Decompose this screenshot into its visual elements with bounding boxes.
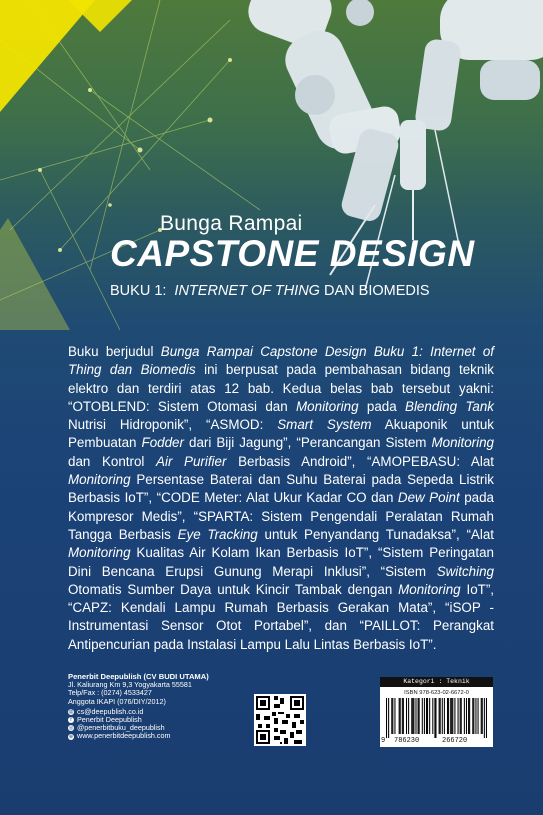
publisher-email[interactable]: cs@deepublish.co.id [77,706,144,716]
barcode-bar [478,698,479,734]
publisher-facebook[interactable]: Penerbit Deepublish [77,715,142,725]
barcode-bar [391,698,392,734]
barcode-bar [481,698,482,734]
website-icon: ⊕ [68,733,74,740]
publisher-instagram[interactable]: @penerbitbuku_deepublish [77,723,165,733]
qr-code[interactable] [254,694,306,746]
description-emphasis: Smart System [277,417,372,433]
description-text: dari Biji Jagung”, “Perancangan Sistem [183,435,432,451]
description-text: IoT”, “CAPZ: Kendali Lampu Rumah Berbasis Gerakan Mata”, “iSOP - Instrumentasi Sensor Otot Portabel”, dan “PAILLOT: Perangkat Antipencurian pada Instalasi Lampu Lalu Lintas Berbasis IoT”. [68,581,494,652]
barcode-bar [448,698,449,734]
barcode-bar [400,698,401,734]
description-text: Buku berjudul [68,344,161,359]
barcode-bar [422,698,423,734]
description-emphasis: Bunga Rampai Capstone Design Buku 1: Internet of Thing dan Biomedis [68,344,494,378]
book-title: CAPSTONE DESIGN [110,233,475,274]
subtitle-italic: INTERNET OF THING [174,283,320,299]
barcode-bar [444,698,445,734]
barcode-bar [450,698,451,734]
instagram-icon: ◎ [68,725,74,732]
description-emphasis: Monitoring [68,472,131,488]
barcode-bar [386,698,387,738]
description-emphasis: Air Purifier [156,453,227,469]
barcode-bar [472,698,473,734]
barcode-bar [461,698,462,734]
barcode-bar [408,698,409,734]
description-text: Akuaponik untuk Pembuatan [68,417,495,451]
description-text: Nutrisi Hidroponik”, “ASMOD: [68,417,278,433]
barcode-bar [482,698,483,734]
barcode-bar [454,698,455,734]
barcode-bar [415,698,416,734]
publisher-info [68,673,268,741]
facebook-icon: f [68,717,74,723]
barcode-bar [460,698,461,734]
barcode-bar [432,698,433,734]
barcode-bar [473,698,474,734]
barcode-bar [452,698,453,734]
barcode-bar [394,698,395,734]
barcode-bar [424,698,425,734]
description-emphasis: Monitoring [68,545,131,561]
barcode-bar [442,698,443,734]
barcode-bar [388,698,389,738]
barcode-bar [440,698,441,734]
isbn-number: ISBN 978-623-02-6672-0 [404,690,469,696]
yellow-triangle-shape [0,0,95,112]
barcode-bar [399,698,400,734]
barcode-bar [402,698,403,734]
barcode-bar [464,698,465,734]
barcode-bar [475,698,476,734]
barcode-bar [406,698,407,734]
barcode-bar [429,698,430,734]
description-emphasis: Blending Tank [405,398,494,414]
description-emphasis: Eye Tracking [177,526,258,542]
barcode-bar [466,698,467,734]
barcode-bar [412,698,413,734]
publisher-name: Penerbit Deepublish (CV BUDI UTAMA) [68,672,209,681]
barcode-bar [427,698,428,734]
barcode-bar [469,698,470,734]
description-text: pada [358,398,406,414]
barcode-bar [451,698,452,734]
description-text: Otomatis Sumber Daya untuk Kincir Tambak dengan [68,581,399,597]
description-emphasis: Switching [436,563,494,579]
barcode-digits-left: 786230 [394,737,420,745]
series-title: Bunga Rampai [160,212,303,235]
publisher-address: Jl. Kaliurang Km 9,3 Yogyakarta 55581 [68,680,192,690]
description-emphasis: Dew Point [397,490,460,506]
book-subtitle [110,283,430,299]
barcode-digit-first: 9 [381,737,386,745]
description-text: ini berpusat pada pembahasan bidang teknik elektro dan terdiri atas 12 bab. Kedua belas bab tersebut yakni: “OTOBLEND: Sistem Otomasi dan [68,362,494,414]
barcode-bar [458,698,459,734]
barcode-bar [418,698,419,734]
publisher-ikapi: Anggota IKAPI (076/DIY/2012) [68,696,166,706]
description-text: Kualitas Air Kolam Ikan Berbasis IoT”, “Sistem Peringatan Dini Bencana Erupsi Gunung Merapi Inklusi”, “Sistem [68,545,494,579]
book-category: Kategori : Teknik [380,677,493,687]
barcode-bar [468,698,469,734]
description-emphasis: Monitoring [296,398,359,414]
barcode-bar [484,698,485,738]
barcode-bar [413,698,414,734]
barcode-bar [486,698,487,738]
barcode-bars [386,698,487,738]
barcode-bar [411,698,412,734]
barcode-bar [426,698,427,734]
book-description [68,343,494,654]
barcode-bar [447,698,448,734]
barcode-digits-right: 266720 [442,737,468,745]
subtitle-rest: DAN BIOMEDIS [324,283,430,299]
description-text: Berbasis Android”, “AMOPEBASU: Alat [226,453,494,469]
barcode-bar [403,698,404,734]
description-text: Persentase Baterai dan Suhu Baterai pada Sepeda Listrik Berbasis IoT”, “CODE Meter: Alat Ukur Kadar CO dan [68,472,494,506]
robotic-arm-illustration [0,0,543,330]
publisher-phone: Telp/Fax : (0274) 4533427 [68,688,152,698]
description-text: pada Kompresor Medis”, “SPARTA: Sistem Pengendali Peralatan Rumah Tangga Berbasis [68,490,494,542]
description-text: dan Kontrol [68,453,157,469]
email-icon: @ [68,708,74,715]
book-number: BUKU 1: [110,283,167,299]
barcode-bar [434,698,435,738]
description-emphasis: Monitoring [398,581,461,597]
description-emphasis: Fodder [141,435,184,451]
publisher-website[interactable]: www.penerbitdeepublish.com [77,731,171,741]
description-text: untuk Penyandang Tunadaksa”, “Alat [257,526,494,542]
isbn-barcode [380,677,493,747]
description-emphasis: Monitoring [431,435,494,451]
barcode-bar [419,698,420,734]
barcode-bar [392,698,393,734]
barcode-bar [439,698,440,734]
barcode-bar [435,698,436,738]
